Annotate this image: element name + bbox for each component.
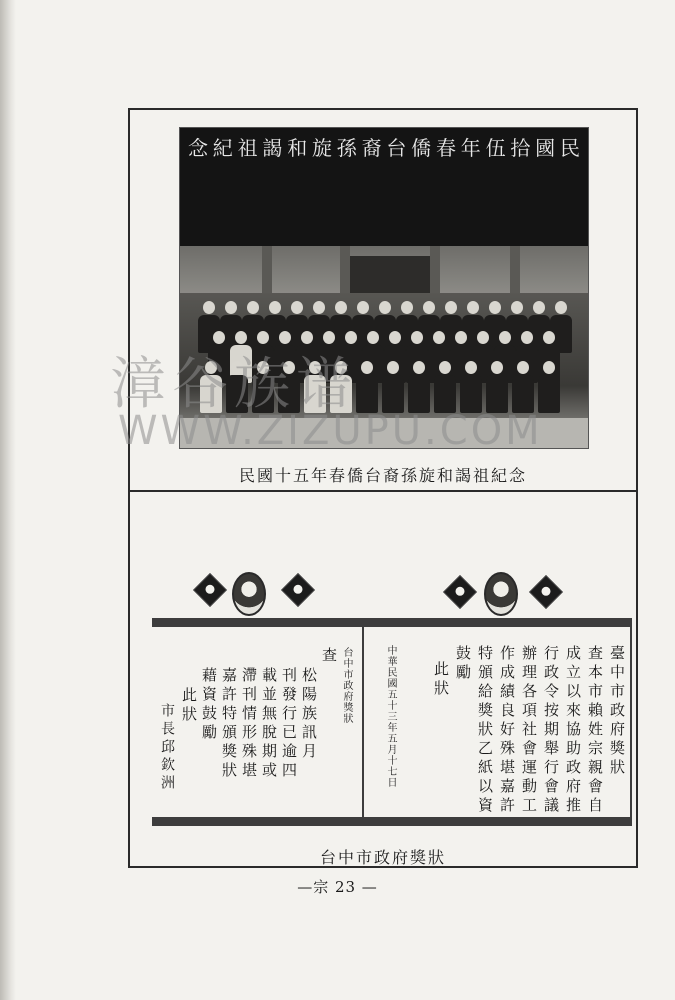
cert-right-column: 特頒給獎狀乙紙以資 xyxy=(476,645,494,816)
person-figure xyxy=(486,361,508,413)
cert-left-column: 此狀 xyxy=(180,687,198,725)
cert-right-column: 查本市賴姓宗親會自 xyxy=(586,645,604,816)
banner-name-column xyxy=(360,170,374,240)
banner-title xyxy=(188,136,580,160)
cert-right-column: 行政令按期舉行會議 xyxy=(542,645,560,816)
banner-name-column xyxy=(390,170,404,240)
banner-name-column xyxy=(270,170,284,240)
cert-right-column: 作成績良好殊堪嘉許 xyxy=(498,645,516,816)
certificate-right xyxy=(362,618,632,826)
page-number: —宗 23 — xyxy=(297,878,378,896)
banner-name-column xyxy=(510,170,524,240)
portrait-icon xyxy=(232,572,266,616)
banner-name-column xyxy=(240,170,254,240)
person-figure xyxy=(278,361,300,413)
book-spine-shadow xyxy=(0,0,16,1000)
cert-left-column: 滯刊情形殊堪 xyxy=(240,667,258,781)
banner-title-glyph: 民 xyxy=(559,136,580,160)
banner-name-column xyxy=(300,170,314,240)
banner-name-column xyxy=(420,170,434,240)
banner-title-glyph: 念 xyxy=(188,136,208,160)
banner-name-column xyxy=(210,170,224,240)
cert-right-column: 辦理各項社會運動工 xyxy=(520,645,538,816)
person-figure xyxy=(304,361,326,413)
banner-title-glyph: 春 xyxy=(435,136,456,160)
banner-name-column xyxy=(480,170,494,240)
banner-title-glyph: 年 xyxy=(460,136,481,160)
banner-title-glyph: 僑 xyxy=(411,136,432,160)
frame-divider xyxy=(128,490,638,492)
banner-title-glyph: 祖 xyxy=(237,136,258,160)
watermark-text: 漳谷族谱 xyxy=(110,352,358,417)
banner-title-glyph: 國 xyxy=(535,136,556,160)
ground xyxy=(180,418,588,448)
person-figure xyxy=(512,361,534,413)
banner-title-glyph: 旋 xyxy=(311,136,332,160)
cert-right-date: 中華民國五十三年五月十七日 xyxy=(385,645,396,788)
cert-left-column: 載並無脫期或 xyxy=(260,667,278,781)
banner-name-column xyxy=(330,170,344,240)
cert-left-header: 台中市政府獎狀 xyxy=(341,647,352,724)
person-figure xyxy=(408,361,430,413)
banner-name-column xyxy=(540,170,554,240)
portrait-icon xyxy=(484,572,518,616)
banner-title-glyph: 裔 xyxy=(361,136,382,160)
person-figure xyxy=(460,361,482,413)
banner-title-glyph: 紀 xyxy=(212,136,233,160)
person-figure xyxy=(382,361,404,413)
person-figure xyxy=(330,361,352,413)
watermark-url: WWW.ZIZUPU.COM xyxy=(118,408,543,454)
banner-title-glyph: 台 xyxy=(386,136,407,160)
banner-title-glyph: 拾 xyxy=(510,136,531,160)
person-figure xyxy=(538,361,560,413)
certificate-caption: 台中市政府獎狀 xyxy=(319,848,446,867)
cert-left-signature: 市長邱欽洲 xyxy=(159,703,175,793)
cert-right-column: 鼓勵 xyxy=(454,645,472,683)
person-figure xyxy=(200,361,222,413)
banner-title-glyph: 和 xyxy=(287,136,308,160)
banner-name-column xyxy=(450,170,464,240)
group-photo xyxy=(180,128,588,448)
photo-banner xyxy=(180,128,588,246)
cert-left-column: 刊發行已逾四 xyxy=(280,667,298,781)
cert-right-column: 成立以來協助政府推 xyxy=(564,645,582,816)
person-figure xyxy=(356,361,378,413)
cert-right-column: 此狀 xyxy=(432,661,450,699)
banner-title-glyph: 伍 xyxy=(485,136,506,160)
photo-caption: 民國十五年春僑台裔孫旋和謁祖紀念 xyxy=(238,466,527,485)
person-figure xyxy=(226,361,248,413)
cert-right-title: 臺中市政府獎狀 xyxy=(608,645,626,778)
person-figure xyxy=(252,361,274,413)
cert-left-column: 查 xyxy=(320,647,338,666)
banner-title-glyph: 孫 xyxy=(336,136,357,160)
banner-title-glyph: 謁 xyxy=(262,136,283,160)
certificate-left xyxy=(152,618,364,826)
cert-left-column: 松陽族訊月 xyxy=(300,667,318,762)
cert-left-column: 藉資鼓勵 xyxy=(200,667,218,743)
person-figure xyxy=(434,361,456,413)
cert-left-column: 嘉許特頒獎狀 xyxy=(220,667,238,781)
